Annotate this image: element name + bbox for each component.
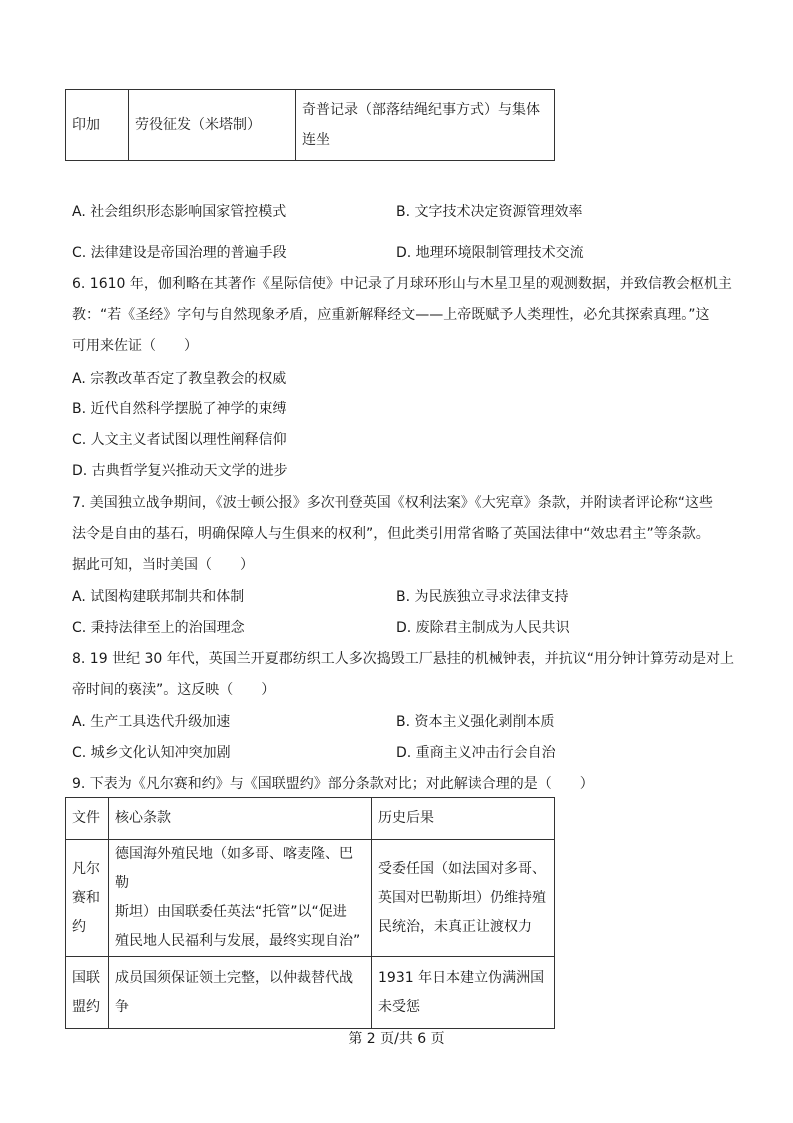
table-row: [66, 90, 555, 161]
q5-option-c: C. 法律建设是帝国治理的普遍手段: [72, 245, 287, 261]
row1-result: 受委任国（如法国对多哥、 英国对巴勒斯坦）仍维持殖 民统治，未真正让渡权力: [372, 840, 555, 957]
header-result: 历史后果: [372, 798, 555, 840]
q7-option-c: C. 秉持法律至上的治国理念: [72, 620, 245, 636]
q7-option-d: D. 废除君主制成为人民共识: [396, 620, 570, 636]
q7-option-a: A. 试图构建联邦制共和体制: [72, 589, 245, 605]
q7-stem-line-1: 7. 美国独立战争期间，《波士顿公报》多次刊登英国《权利法案》《大宪章》条款，并附读者评论称“这些: [72, 495, 714, 511]
q6-stem-line-3: 可用来佐证（ ）: [72, 338, 198, 354]
table-continuation: [65, 89, 555, 161]
q6-option-a: A. 宗教改革否定了教皇教会的权威: [72, 371, 287, 387]
q5-option-d: D. 地理环境限制管理技术交流: [396, 245, 584, 261]
q6-stem-line-2: 教：“若《圣经》字句与自然现象矛盾，应重新解释经文——上帝既赋予人类理性，必允其探索真理。”这: [72, 307, 710, 323]
q8-option-d: D. 重商主义冲击行会自治: [396, 745, 556, 761]
q6-option-b: B. 近代自然科学摆脱了神学的束缚: [72, 401, 287, 417]
row2-clause: 成员国须保证领土完整，以仲裁替代战争: [109, 957, 372, 1029]
table-header-row: [66, 798, 555, 840]
header-document: 文件: [66, 798, 109, 840]
comparison-table: [65, 797, 555, 1029]
table-row: [66, 840, 555, 957]
q8-option-c: C. 城乡文化认知冲突加剧: [72, 745, 231, 761]
q6-stem-line-1: 6. 1610 年，伽利略在其著作《星际信使》中记录了月球环形山与木星卫星的观测数据，并致信教会枢机主: [72, 276, 732, 292]
q7-stem-line-2: 法令是自由的基石，明确保障人与生俱来的权利”，但此类引用常省略了英国法律中“效忠君主”等条款。: [72, 526, 710, 542]
q6-option-d: D. 古典哲学复兴推动天文学的进步: [72, 463, 288, 479]
q6-option-c: C. 人文主义者试图以理性阐释信仰: [72, 432, 287, 448]
q8-stem-line-1: 8. 19 世纪 30 年代，英国兰开夏郡纺织工人多次捣毁工厂悬挂的机械钟表，并抗议“用分钟计算劳动是对上: [72, 651, 735, 667]
row2-document: 国联 盟约: [66, 957, 109, 1029]
q8-stem-line-2: 帝时间的亵渎”。这反映（ ）: [72, 682, 276, 698]
header-clause: 核心条款: [109, 798, 372, 840]
table-row: [66, 957, 555, 1029]
row2-result: 1931 年日本建立伪满洲国 未受惩: [372, 957, 555, 1029]
q7-option-b: B. 为民族独立寻求法律支持: [396, 589, 569, 605]
table-cell-record: 奇普记录（部落结绳纪事方式）与集体 连坐: [296, 90, 555, 161]
q8-option-b: B. 资本主义强化剥削本质: [396, 714, 555, 730]
q5-option-a: A. 社会组织形态影响国家管控模式: [72, 204, 287, 220]
row1-document: 凡尔 赛和 约: [66, 840, 109, 957]
page-footer: 第 2 页/共 6 页: [348, 1031, 445, 1047]
q7-stem-line-3: 据此可知，当时美国（ ）: [72, 557, 254, 573]
q5-option-b: B. 文字技术决定资源管理效率: [396, 204, 583, 220]
table-cell-labor: 劳役征发（米塔制）: [129, 90, 296, 161]
q9-stem: 9. 下表为《凡尔赛和约》与《国联盟约》部分条款对比；对此解读合理的是（ ）: [72, 776, 594, 792]
table-cell-civilization: 印加: [66, 90, 129, 161]
q8-option-a: A. 生产工具迭代升级加速: [72, 714, 231, 730]
row1-clause: 德国海外殖民地（如多哥、喀麦隆、巴勒 斯坦）由国联委任英法“托管”以“促进 殖民地人民福利与发展，最终实现自治”: [109, 840, 372, 957]
